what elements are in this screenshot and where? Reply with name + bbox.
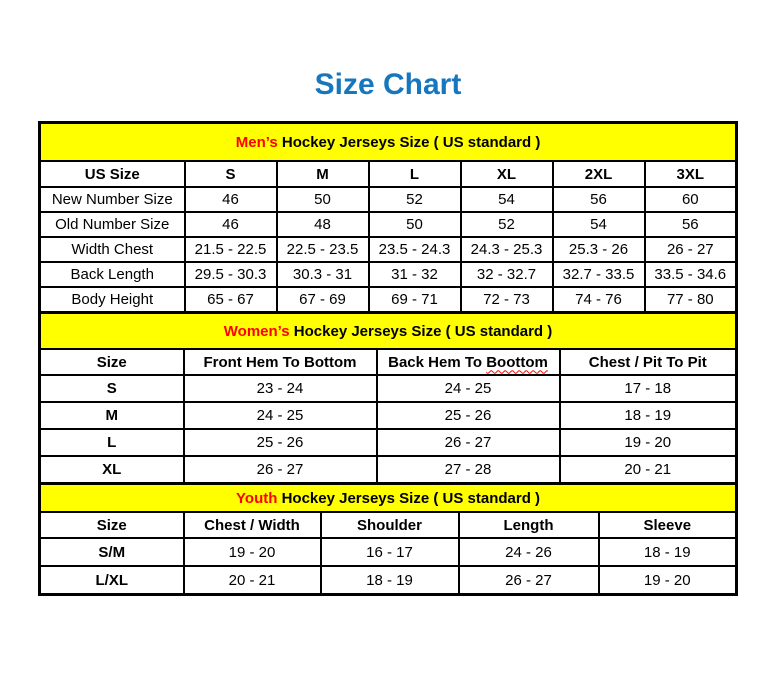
- value-cell: 50: [277, 187, 369, 212]
- row-label: Body Height: [40, 287, 185, 313]
- youth-col-size: Size: [40, 512, 184, 538]
- row-label: Old Number Size: [40, 212, 185, 237]
- value-cell: 20 - 21: [560, 456, 737, 484]
- value-cell: 52: [461, 212, 553, 237]
- value-cell: 25.3 - 26: [553, 237, 645, 262]
- mens-banner-rest: Hockey Jerseys Size ( US standard ): [277, 133, 541, 151]
- mens-col-us-size: US Size: [40, 161, 185, 187]
- value-cell: 24.3 - 25.3: [461, 237, 553, 262]
- value-cell: 19 - 20: [184, 538, 321, 566]
- value-cell: 24 - 25: [377, 375, 560, 402]
- womens-col-chest: Chest / Pit To Pit: [560, 349, 737, 375]
- youth-header-row: [40, 512, 737, 538]
- value-cell: 32 - 32.7: [461, 262, 553, 287]
- value-cell: 20 - 21: [184, 566, 321, 595]
- value-cell: 74 - 76: [553, 287, 645, 313]
- table-row: [40, 187, 737, 212]
- table-row: [40, 237, 737, 262]
- value-cell: 46: [185, 187, 277, 212]
- table-row: [40, 212, 737, 237]
- youth-col-shoulder: Shoulder: [321, 512, 459, 538]
- mens-banner: [40, 123, 737, 162]
- womens-col-front: Front Hem To Bottom: [184, 349, 377, 375]
- womens-col-size: Size: [40, 349, 184, 375]
- value-cell: 32.7 - 33.5: [553, 262, 645, 287]
- womens-col-back-misspelled-word: Boottom: [486, 353, 548, 371]
- value-cell: 24 - 25: [184, 402, 377, 429]
- row-label: M: [40, 402, 184, 429]
- value-cell: 24 - 26: [459, 538, 599, 566]
- row-label: Width Chest: [40, 237, 185, 262]
- value-cell: 23.5 - 24.3: [369, 237, 461, 262]
- row-label: Back Length: [40, 262, 185, 287]
- value-cell: 22.5 - 23.5: [277, 237, 369, 262]
- mens-header-row: [40, 161, 737, 187]
- table-row: [40, 262, 737, 287]
- table-row: [40, 375, 737, 402]
- youth-banner-highlight: Youth: [236, 489, 278, 507]
- value-cell: 23 - 24: [184, 375, 377, 402]
- value-cell: 26 - 27: [377, 429, 560, 456]
- mens-col-2xl: 2XL: [553, 161, 645, 187]
- table-row: [40, 566, 737, 595]
- row-label: XL: [40, 456, 184, 484]
- womens-banner-rest: Hockey Jerseys Size ( US standard ): [289, 322, 553, 340]
- youth-col-sleeve: Sleeve: [599, 512, 737, 538]
- mens-banner-highlight: Men’s: [235, 133, 278, 151]
- youth-banner: [40, 484, 737, 513]
- value-cell: 52: [369, 187, 461, 212]
- mens-banner-row: [40, 123, 737, 162]
- row-label: S/M: [40, 538, 184, 566]
- value-cell: 18 - 19: [599, 538, 737, 566]
- value-cell: 18 - 19: [321, 566, 459, 595]
- size-chart-tables: [38, 121, 735, 596]
- value-cell: 26 - 27: [459, 566, 599, 595]
- mens-col-l: L: [369, 161, 461, 187]
- youth-banner-row: [40, 484, 737, 513]
- youth-col-length: Length: [459, 512, 599, 538]
- value-cell: 72 - 73: [461, 287, 553, 313]
- value-cell: 54: [553, 212, 645, 237]
- value-cell: 48: [277, 212, 369, 237]
- row-label: L/XL: [40, 566, 184, 595]
- table-row: [40, 287, 737, 313]
- page-title: Size Chart: [314, 68, 462, 101]
- value-cell: 19 - 20: [599, 566, 737, 595]
- value-cell: 19 - 20: [560, 429, 737, 456]
- mens-col-xl: XL: [461, 161, 553, 187]
- row-label: New Number Size: [40, 187, 185, 212]
- table-row: [40, 538, 737, 566]
- value-cell: 65 - 67: [185, 287, 277, 313]
- mens-col-3xl: 3XL: [645, 161, 737, 187]
- value-cell: 69 - 71: [369, 287, 461, 313]
- womens-size-table: [38, 311, 738, 485]
- value-cell: 30.3 - 31: [277, 262, 369, 287]
- value-cell: 46: [185, 212, 277, 237]
- value-cell: 16 - 17: [321, 538, 459, 566]
- womens-header-row: [40, 349, 737, 375]
- mens-size-table: [38, 121, 738, 314]
- value-cell: 21.5 - 22.5: [185, 237, 277, 262]
- value-cell: 77 - 80: [645, 287, 737, 313]
- mens-col-m: M: [277, 161, 369, 187]
- mens-col-s: S: [185, 161, 277, 187]
- table-row: [40, 456, 737, 484]
- value-cell: 29.5 - 30.3: [185, 262, 277, 287]
- value-cell: 33.5 - 34.6: [645, 262, 737, 287]
- value-cell: 26 - 27: [184, 456, 377, 484]
- value-cell: 17 - 18: [560, 375, 737, 402]
- womens-col-back-prefix: Back Hem To: [388, 353, 487, 371]
- youth-size-table: [38, 482, 738, 596]
- youth-col-chest: Chest / Width: [184, 512, 321, 538]
- value-cell: 56: [553, 187, 645, 212]
- row-label: S: [40, 375, 184, 402]
- table-row: [40, 402, 737, 429]
- value-cell: 27 - 28: [377, 456, 560, 484]
- womens-banner-row: [40, 313, 737, 350]
- value-cell: 56: [645, 212, 737, 237]
- youth-banner-rest: Hockey Jerseys Size ( US standard ): [277, 489, 541, 507]
- value-cell: 54: [461, 187, 553, 212]
- value-cell: 25 - 26: [184, 429, 377, 456]
- row-label: L: [40, 429, 184, 456]
- value-cell: 31 - 32: [369, 262, 461, 287]
- value-cell: 50: [369, 212, 461, 237]
- table-row: [40, 429, 737, 456]
- womens-banner-highlight: Women’s: [223, 322, 290, 340]
- value-cell: 26 - 27: [645, 237, 737, 262]
- value-cell: 67 - 69: [277, 287, 369, 313]
- womens-col-back: [377, 349, 560, 375]
- value-cell: 18 - 19: [560, 402, 737, 429]
- value-cell: 25 - 26: [377, 402, 560, 429]
- value-cell: 60: [645, 187, 737, 212]
- womens-banner: [40, 313, 737, 350]
